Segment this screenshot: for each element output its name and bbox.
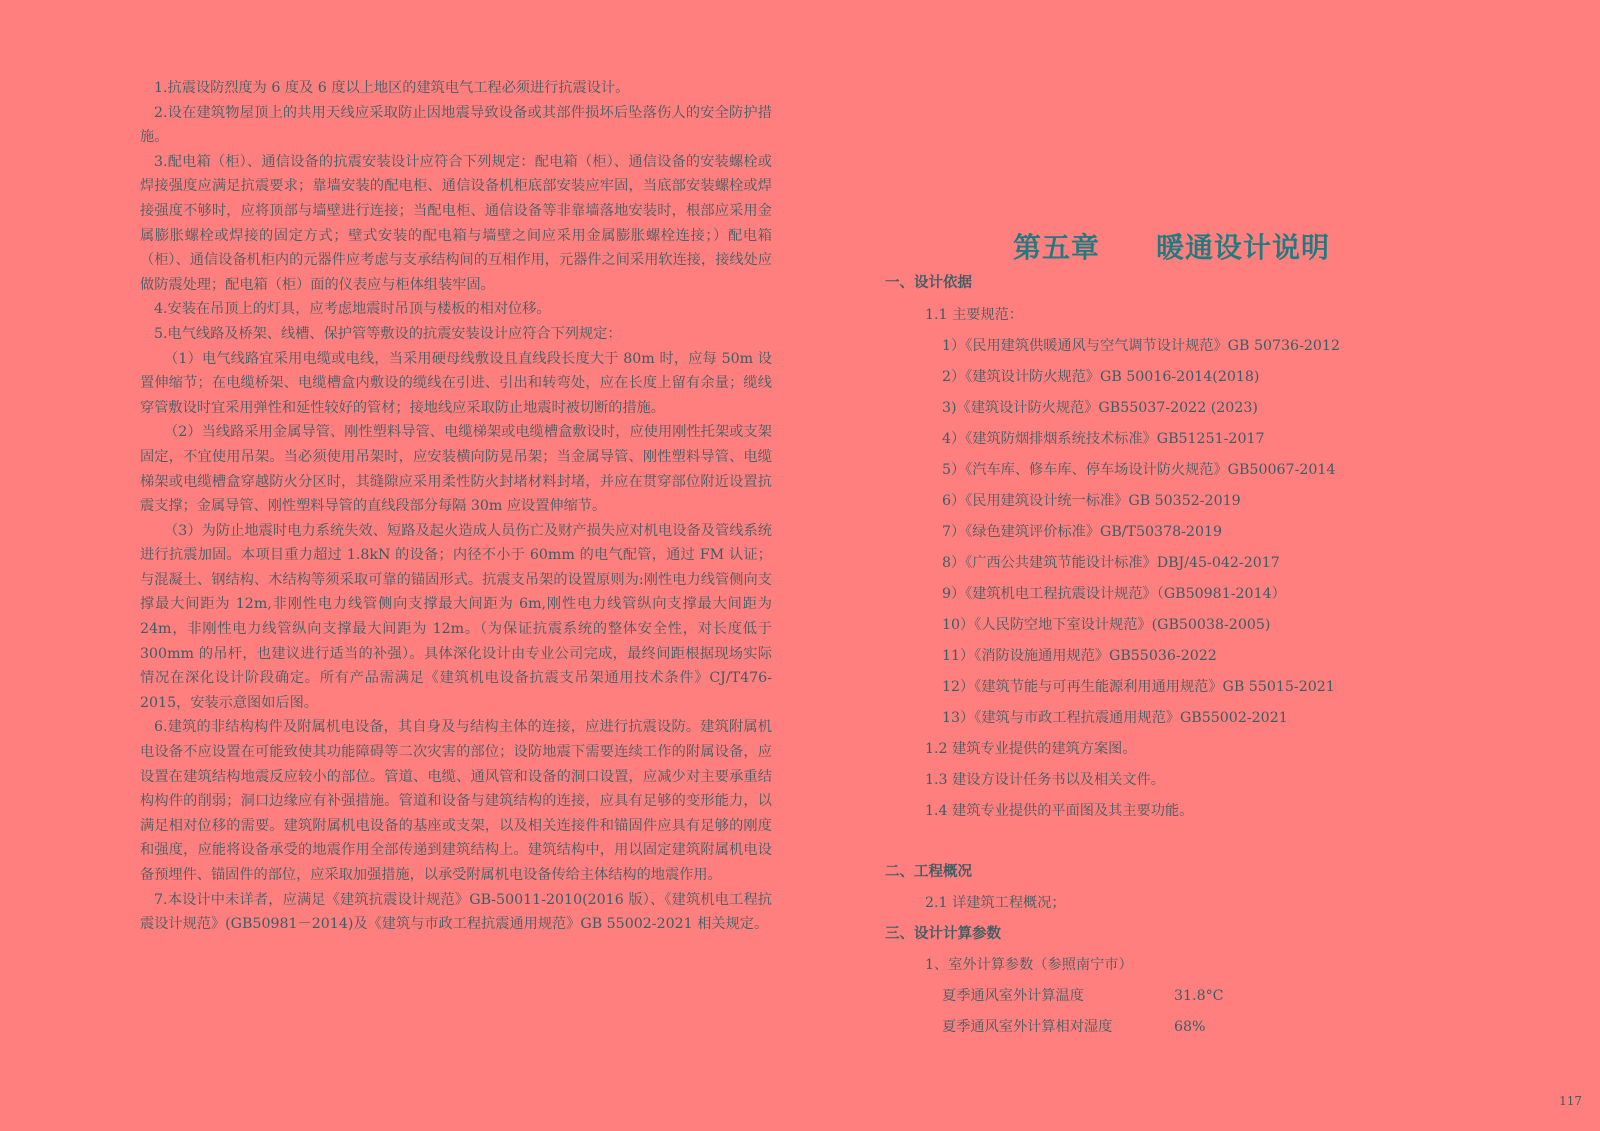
paragraph-4: 4.安装在吊顶上的灯具，应考虑地震时吊顶与楼板的相对位移。 <box>154 301 551 318</box>
standard-item: 8）《广西公共建筑节能设计标准》DBJ/45-042-2017 <box>942 555 1280 571</box>
standard-item: 5）《汽车库、修车库、停车场设计防火规范》GB50067-2014 <box>942 462 1336 478</box>
paragraph-5-3: （3）为防止地震时电力系统失效、短路及起火造成人员伤亡及财产损失应对机电设备及管线系统进行抗震加固。本项目重力超过 1.8kN 的设备；内径不小于 60mm 的电气配管，通过 FM 认证；与混凝土、钢结构、木结构等须采取可靠的锚固形式。抗震支吊架的设置原则为:刚性电力线管侧向支撑最大间距为 12m,非刚性电力线管侧向支撑最大间距为 6m,刚性电力线管纵向支撑最大间距为 24m，非刚性电力线管纵向支撑最大间距为 12m。（为保证抗震系统的整体安全性，对长度低于 300mm 的吊杆，也建议进行适当的补强）。具体深化设计由专业公司完成，最终间距根据现场实际情况在深化设计阶段确定。所有产品需满足《建筑机电设备抗震支吊架通用技术条件》CJ/T476-2015，安装示意图如后图。 <box>140 522 772 711</box>
param-value: 68% <box>1174 1019 1206 1035</box>
standard-item: 11）《消防设施通用规范》GB55036-2022 <box>942 648 1217 664</box>
standard-item: 4）《建筑防烟排烟系统技术标准》GB51251-2017 <box>942 431 1265 447</box>
paragraph-5: 5.电气线路及桥架、线槽、保护管等敷设的抗震安装设计应符合下列规定： <box>154 325 622 342</box>
paragraph-1: 1.抗震设防烈度为 6 度及 6 度以上地区的建筑电气工程必须进行抗震设计。 <box>154 80 630 96</box>
chapter-number: 第五章 <box>1013 231 1101 264</box>
paragraph-7: 7.本设计中未详者，应满足《建筑抗震设计规范》GB-50011-2010(2016 版）、《建筑机电工程抗震设计规范》(GB50981－2014)及《建筑与市政工程抗震通用规范》GB 55002-2021 相关规定。 <box>140 891 772 933</box>
right-page <box>800 0 1600 1131</box>
paragraph-3: 3.配电箱（柜）、通信设备的抗震安装设计应符合下列规定：配电箱（柜）、通信设备的安装螺栓或焊接强度应满足抗震要求；靠墙安装的配电柜、通信设备机柜底部安装应牢固，当底部安装螺栓或焊接强度不够时，应将顶部与墙壁进行连接；当配电柜、通信设备等非靠墙落地安装时，根部应采用金属膨胀螺栓或焊接的固定方式；壁式安装的配电箱与墙壁之间应采用金属膨胀螺栓连接；）配电箱（柜）、通信设备机柜内的元器件应考虑与支承结构间的互相作用，元器件之间采用软连接，接线处应做防震处理；配电箱（柜）面的仪表应与柜体组装牢固。 <box>140 153 772 293</box>
paragraph-5-2: （2）当线路采用金属导管、刚性塑料导管、电缆梯架或电缆槽盒敷设时，应使用刚性托架或支架固定，不宜使用吊架。当必须使用吊架时，应安装横向防晃吊架；当金属导管、刚性塑料导管、电缆梯架或电缆槽盒穿越防火分区时，其缝隙应采用柔性防火封堵材料封堵，并应在贯穿部位附近设置抗震支撑；金属导管、刚性塑料导管的直线段部分每隔 30m 应设置伸缩节。 <box>140 424 772 515</box>
standard-item: 7）《绿色建筑评价标准》GB/T50378-2019 <box>942 524 1223 540</box>
section-design-basis: 一、设计依据 <box>885 274 972 291</box>
standard-item: 9）《建筑机电工程抗震设计规范》（GB50981-2014） <box>942 586 1286 602</box>
standard-item: 6）《民用建筑设计统一标准》GB 50352-2019 <box>942 493 1241 509</box>
page-number: 117 <box>1559 1094 1582 1108</box>
paragraph-5-1: （1）电气线路宜采用电缆或电线，当采用硬母线敷设且直线段长度大于 80m 时，应每 50m 设置伸缩节；在电缆桥架、电缆槽盒内敷设的缆线在引进、引出和转弯处，应在长度上留有余量；缆线穿管敷设时宜采用弹性和延性较好的管材；接地线应采取防止地震时被切断的措施。 <box>140 350 772 416</box>
subsection-main-standards: 1.1 主要规范： <box>925 307 1024 323</box>
seismic-design-text <box>140 76 772 937</box>
section-design-parameters: 三、设计计算参数 <box>885 925 1001 942</box>
subsection-architectural-scheme: 1.2 建筑专业提供的建筑方案图。 <box>925 741 1137 757</box>
subsection-overview-detail: 2.1 详建筑工程概况； <box>925 895 1066 911</box>
param-name: 夏季通风室外计算相对湿度 <box>942 1019 1113 1035</box>
standard-item: 12）《建筑节能与可再生能源利用通用规范》GB 55015-2021 <box>942 679 1335 695</box>
paragraph-6: 6.建筑的非结构构件及附属机电设备，其自身及与结构主体的连接，应进行抗震设防。建筑附属机电设备不应设置在可能致使其功能障碍等二次灾害的部位；设防地震下需要连续工作的附属设备，应设置在建筑结构地震反应较小的部位。管道、电缆、通风管和设备的洞口设置，应减少对主要承重结构构件的削弱；洞口边缘应有补强措施。管道和设备与建筑结构的连接，应具有足够的变形能力，以满足相对位移的需要。建筑附属机电设备的基座或支架，以及相关连接件和锚固件应具有足够的刚度和强度，应能将设备承受的地震作用全部传递到建筑结构上。建筑结构中，用以固定建筑附属机电设备预埋件、锚固件的部位，应采取加强措施，以承受附属机电设备传给主体结构的地震作用。 <box>140 719 772 883</box>
standard-item: 13）《建筑与市政工程抗震通用规范》GB55002-2021 <box>942 710 1288 726</box>
standard-item: 1）《民用建筑供暖通风与空气调节设计规范》GB 50736-2012 <box>942 338 1340 354</box>
standard-item: 3)《建筑设计防火规范》GB55037-2022 (2023) <box>942 400 1258 416</box>
standard-item: 10）《人民防空地下室设计规范》(GB50038-2005) <box>942 617 1271 633</box>
section-project-overview: 二、工程概况 <box>885 863 972 880</box>
param-name: 夏季通风室外计算温度 <box>942 988 1084 1004</box>
subsection-design-brief: 1.3 建设方设计任务书以及相关文件。 <box>925 772 1165 788</box>
param-value: 31.8°C <box>1174 988 1224 1004</box>
standard-item: 2）《建筑设计防火规范》GB 50016-2014(2018) <box>942 369 1260 385</box>
subsection-outdoor-parameters: 1、室外计算参数（参照南宁市） <box>925 957 1133 973</box>
chapter-title <box>1013 226 1373 266</box>
chapter-name: 暖通设计说明 <box>1156 231 1331 264</box>
subsection-floor-plans: 1.4 建筑专业提供的平面图及其主要功能。 <box>925 803 1194 819</box>
paragraph-2: 2.设在建筑物屋顶上的共用天线应采取防止因地震导致设备或其部件损坏后坠落伤人的安全防护措施。 <box>140 104 772 146</box>
